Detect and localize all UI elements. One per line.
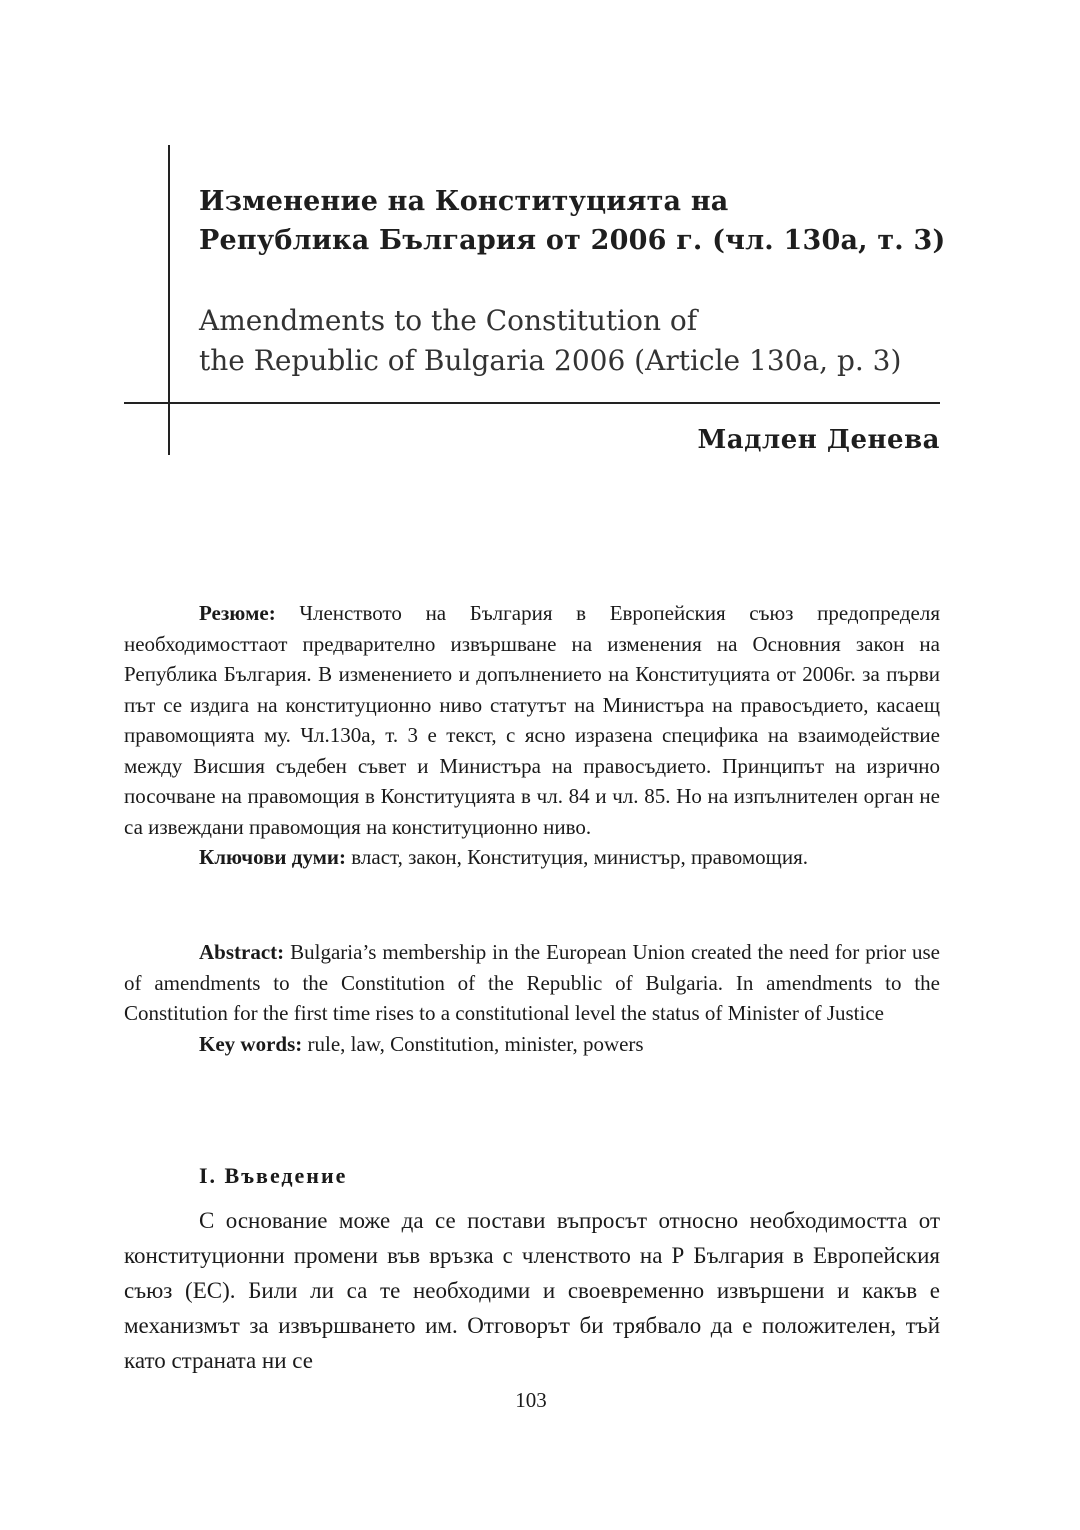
author-name: Мадлен Денева	[697, 425, 940, 455]
summary-keywords-text: власт, закон, Конституция, министър, правомощия.	[346, 845, 808, 869]
abstract-keywords-label: Key words:	[199, 1031, 303, 1056]
title-en-line-1: Amendments to the Constitution of	[199, 304, 698, 337]
abstract-label: Abstract:	[199, 940, 285, 964]
section-heading: I. Въведение	[199, 1163, 348, 1188]
summary-keywords	[124, 842, 940, 873]
abstract-keywords	[124, 1029, 940, 1060]
title-vertical-rule	[168, 145, 170, 455]
title-bulgarian	[199, 182, 959, 260]
title-en-line-2: the Republic of Bulgaria 2006 (Article 130a, p. 3)	[199, 344, 902, 377]
summary-keywords-label: Ключови думи:	[199, 845, 347, 869]
abstract-keywords-text: rule, law, Constitution, minister, powers	[302, 1031, 644, 1056]
title-bg-line-1: Изменение на Конституцията на	[199, 186, 729, 217]
abstract-block	[124, 937, 940, 1059]
summary-paragraph	[124, 598, 940, 842]
introduction-paragraph: С основание може да се постави въпросът относно необходимостта от конституционни промени във връзка с членството на Р България в Европейския съюз (ЕС). Били ли са те необходими и своевременно извършени и какъв е механизмът за извършването им. Отговорът би трябвало да е положителен, тъй като страната ни се	[124, 1208, 940, 1373]
page-number: 103	[515, 1388, 547, 1412]
summary-label: Резюме:	[199, 601, 276, 625]
abstract-paragraph	[124, 937, 940, 1029]
summary-text: Членството на България в Европейския съюз предопределя необходимосттаот предварително извършване на изменения на Основния закон на Република България. В изменението и допълнението на Конституцията от 2006г. за първи път се издига на конституционно ниво статутът на Министъра на правосъдието, касаещ правомощията му. Чл.130а, т. 3 е текст, с ясно изразена специфика на взаимодействие между Висшия съдебен съвет и Министъра на правосъдието. Принципът на изрично посочване на правомощия в Конституцията в чл. 84 и чл. 85. Но на изпълнителен орган не са извеждани правомощия на конституционно ниво.	[124, 601, 940, 839]
abstract-text: Bulgaria’s membership in the European Union created the need for prior use of amendments to the Constitution of the Republic of Bulgaria. In amendments to the Constitution for the first time rises to a constitutional level the status of Minister of Justice	[124, 940, 940, 1025]
introduction-block	[124, 1203, 940, 1378]
title-horizontal-rule	[124, 402, 940, 404]
title-bg-line-2: Република България от 2006 г. (чл. 130а, т. 3)	[199, 225, 946, 256]
title-english	[199, 301, 959, 381]
summary-block	[124, 598, 940, 873]
